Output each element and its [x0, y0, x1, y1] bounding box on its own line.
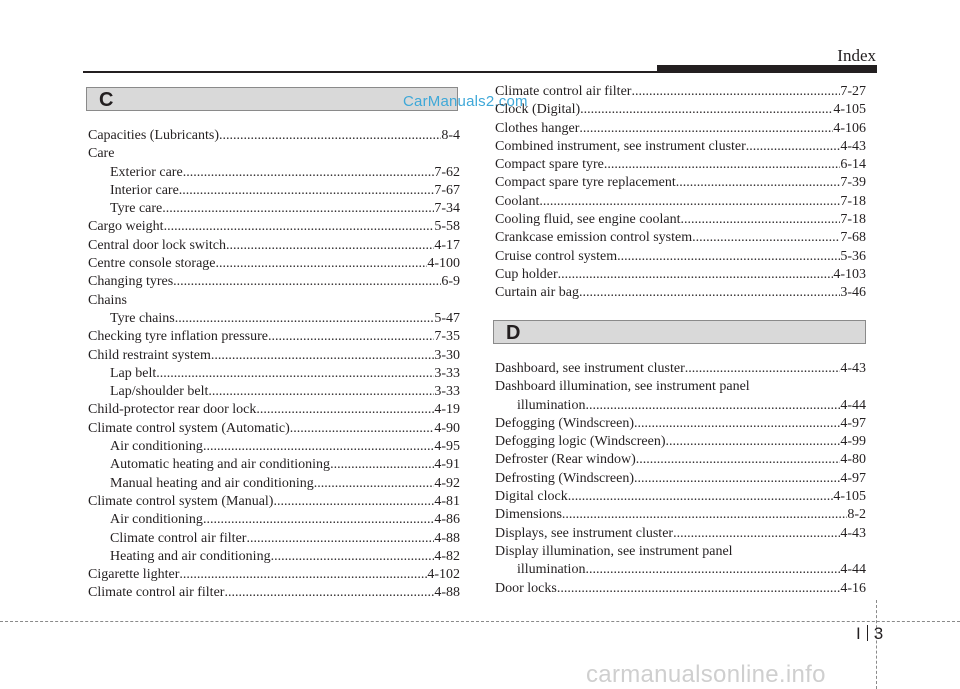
index-entry-label: Interior care — [110, 182, 179, 198]
index-entry-label: Automatic heating and air conditioning — [110, 457, 331, 473]
index-entry-page: 4-43 — [840, 361, 866, 376]
index-entry — [495, 211, 866, 229]
index-entry-label: Crankcase emission control system — [495, 230, 693, 246]
index-entry-label: Heating and air conditioning — [110, 548, 271, 564]
index-entry-label: Dashboard illumination, see instrument panel — [495, 379, 750, 395]
index-entry — [88, 475, 460, 493]
dot-leader — [179, 566, 427, 584]
index-entry-page: 7-68 — [840, 230, 866, 246]
index-entry-label: Displays, see instrument cluster — [495, 525, 674, 541]
index-entry-label: Climate control air filter — [110, 530, 247, 546]
index-entry-label: Dimensions — [495, 507, 562, 523]
dot-leader — [256, 401, 434, 419]
index-entry-page: 4-90 — [434, 420, 460, 436]
index-entry-label: Centre console storage — [88, 256, 216, 272]
index-entry — [88, 438, 460, 456]
index-entry — [495, 415, 866, 433]
index-entry-label: Climate control air filter — [88, 585, 225, 601]
index-entry — [495, 580, 866, 598]
index-entry — [88, 182, 460, 200]
index-entry-label: Compact spare tyre replacement — [495, 175, 676, 191]
index-entry — [495, 138, 866, 156]
dot-leader — [631, 83, 840, 101]
index-entry-page: 7-27 — [840, 84, 866, 99]
index-entry — [495, 193, 866, 211]
index-entry-page: 4-16 — [840, 580, 866, 596]
index-entry — [495, 266, 866, 284]
index-entry — [495, 561, 866, 579]
dot-leader — [314, 475, 435, 493]
index-entry — [88, 310, 460, 328]
index-entry — [495, 360, 866, 378]
index-entry-label: Defroster (Rear window) — [495, 452, 636, 468]
dot-leader — [156, 365, 434, 383]
index-entry — [88, 383, 460, 401]
index-entry-page: 3-30 — [434, 347, 460, 363]
index-entry-label: Clothes hanger — [495, 120, 580, 136]
index-entry — [88, 292, 460, 310]
index-entry-page: 4-102 — [427, 567, 460, 583]
index-entry-page: 4-105 — [833, 102, 866, 118]
dot-leader — [179, 182, 435, 200]
index-entry-page: 3-46 — [840, 285, 866, 301]
dot-leader — [211, 347, 434, 365]
dot-leader — [203, 511, 434, 529]
index-entry-label: Cooling fluid, see engine coolant — [495, 212, 681, 228]
index-entry — [88, 401, 460, 419]
index-entry — [88, 584, 460, 602]
index-entry-page: 5-36 — [840, 248, 866, 264]
index-entry-label: Exterior care — [110, 164, 183, 180]
index-entry-label: Curtain air bag — [495, 285, 579, 301]
index-entry-label: Child restraint system — [88, 347, 211, 363]
index-entry — [88, 420, 460, 438]
dot-leader — [692, 229, 840, 247]
index-entry — [495, 378, 866, 396]
index-entry-label: Climate control system (Automatic) — [88, 420, 290, 436]
index-entry-label: Climate control system (Manual) — [88, 493, 274, 509]
dot-leader — [634, 470, 840, 488]
index-entry-label: Lap/shoulder belt — [110, 384, 209, 400]
index-entry-page: 4-86 — [434, 512, 460, 528]
dot-leader — [585, 561, 840, 579]
index-entry — [495, 543, 866, 561]
index-entry — [88, 328, 460, 346]
index-entry — [495, 248, 866, 266]
index-entry-page: 3-33 — [434, 365, 460, 381]
dot-leader — [330, 456, 434, 474]
index-entry-page: 8-2 — [847, 507, 866, 523]
dot-leader — [273, 493, 434, 511]
index-entry — [495, 451, 866, 469]
index-entry-page: 7-34 — [434, 201, 460, 217]
index-entry-page: 5-47 — [434, 310, 460, 326]
dot-leader — [617, 248, 840, 266]
dot-leader — [585, 397, 840, 415]
dot-leader — [268, 328, 434, 346]
index-entry — [495, 83, 866, 101]
index-entry-page: 4-97 — [840, 470, 866, 486]
index-entry — [88, 530, 460, 548]
index-entry — [88, 365, 460, 383]
index-entry-page: 4-97 — [840, 415, 866, 431]
dot-leader — [203, 438, 434, 456]
index-entry-page: 7-18 — [840, 193, 866, 209]
index-entry — [495, 488, 866, 506]
dot-leader — [680, 211, 840, 229]
index-entry-label: Changing tyres — [88, 274, 174, 290]
dot-leader — [219, 127, 441, 145]
index-entry — [88, 273, 460, 291]
index-entry — [495, 174, 866, 192]
dot-leader — [685, 360, 841, 378]
section-letter-d: D — [506, 322, 521, 344]
index-entry-label: Chains — [88, 292, 127, 308]
dot-leader — [636, 451, 841, 469]
index-entry-label: Combined instrument, see instrument cluster — [495, 138, 746, 154]
dot-leader — [579, 284, 840, 302]
footer-rule — [0, 621, 960, 622]
index-entry-page: 4-105 — [833, 489, 866, 505]
index-entry-page: 4-103 — [833, 266, 866, 282]
index-entry-page: 4-19 — [434, 402, 460, 418]
index-entry-page: 3-33 — [434, 384, 460, 400]
bottom-watermark: carmanualsonline.info — [586, 661, 826, 688]
index-entry-page: 4-17 — [434, 237, 460, 253]
index-entry-page: 4-95 — [434, 439, 460, 455]
index-entry — [88, 145, 460, 163]
index-entry-label: Air conditioning — [110, 439, 203, 455]
index-entry-page: 7-62 — [434, 164, 460, 180]
index-entry — [495, 506, 866, 524]
index-entry — [88, 218, 460, 236]
index-entry-label: Lap belt — [110, 365, 157, 381]
page-digit: 3 — [873, 624, 884, 643]
index-entry — [495, 525, 866, 543]
index-entry-label: Manual heating and air conditioning — [110, 475, 314, 491]
index-entry-page: 4-100 — [427, 256, 460, 272]
index-entry-page: 4-91 — [434, 457, 460, 473]
index-entry-page: 7-39 — [840, 175, 866, 191]
index-entry-label: illumination — [517, 562, 586, 578]
dot-leader — [208, 383, 434, 401]
index-entry-page: 4-80 — [840, 452, 866, 468]
dot-leader — [604, 156, 840, 174]
index-entry-label: Compact spare tyre — [495, 157, 604, 173]
index-entry — [495, 156, 866, 174]
index-entry-label: Tyre chains — [110, 310, 175, 326]
index-entry — [88, 237, 460, 255]
footer-vertical-rule — [876, 600, 877, 689]
dot-leader — [568, 488, 834, 506]
index-entry-page: 4-44 — [840, 562, 866, 578]
index-entry-page: 6-9 — [441, 274, 460, 290]
index-entry-label: Air conditioning — [110, 512, 203, 528]
index-entry — [88, 566, 460, 584]
index-entry-label: Defogging (Windscreen) — [495, 415, 634, 431]
dot-leader — [164, 218, 435, 236]
dot-leader — [557, 580, 841, 598]
index-entry — [495, 284, 866, 302]
index-entry — [88, 548, 460, 566]
watermark-link[interactable]: CarManuals2.com — [403, 93, 528, 110]
index-entry-page: 4-99 — [840, 434, 866, 450]
index-entry-label: Defrosting (Windscreen) — [495, 470, 634, 486]
index-column-left — [88, 127, 460, 603]
index-entry-page: 7-35 — [434, 329, 460, 345]
index-entry-page: 4-88 — [434, 530, 460, 546]
index-column-right-d — [495, 360, 866, 598]
index-entry — [495, 101, 866, 119]
index-entry-label: Climate control air filter — [495, 84, 632, 99]
index-entry — [88, 511, 460, 529]
chapter-letter: I — [856, 624, 861, 643]
index-entry-page: 7-18 — [840, 212, 866, 228]
dot-leader — [562, 506, 847, 524]
index-entry — [495, 120, 866, 138]
dot-leader — [224, 584, 434, 602]
dot-leader — [216, 255, 428, 273]
index-entry — [495, 397, 866, 415]
index-entry — [88, 200, 460, 218]
index-entry-label: Checking tyre inflation pressure — [88, 329, 269, 345]
section-letter-c: C — [99, 89, 114, 111]
dot-leader — [183, 164, 435, 182]
dot-leader — [162, 200, 434, 218]
dot-leader — [271, 548, 435, 566]
index-entry-label: Capacities (Lubricants) — [88, 128, 220, 143]
dot-leader — [558, 266, 834, 284]
index-entry — [88, 456, 460, 474]
dot-leader — [666, 433, 841, 451]
index-entry-page: 4-88 — [434, 585, 460, 601]
dot-leader — [246, 530, 434, 548]
index-entry-page: 4-43 — [840, 138, 866, 154]
index-entry-label: Care — [88, 146, 115, 162]
index-entry-label: Dashboard, see instrument cluster — [495, 361, 685, 376]
index-entry — [88, 493, 460, 511]
index-entry-page: 7-67 — [434, 182, 460, 198]
index-entry-page: 4-43 — [840, 525, 866, 541]
index-entry — [495, 470, 866, 488]
index-entry-page: 6-14 — [840, 157, 866, 173]
dot-leader — [173, 273, 441, 291]
dot-leader — [580, 101, 833, 119]
dot-leader — [175, 310, 435, 328]
index-entry-label: Coolant — [495, 193, 540, 209]
dot-leader — [746, 138, 841, 156]
index-entry-label: illumination — [517, 397, 586, 413]
index-entry-page: 8-4 — [441, 128, 460, 143]
index-entry — [88, 255, 460, 273]
index-entry-page: 4-82 — [434, 548, 460, 564]
index-entry-label: Cigarette lighter — [88, 567, 180, 583]
index-entry-label: Cup holder — [495, 266, 558, 282]
index-entry-label: Cruise control system — [495, 248, 618, 264]
index-entry — [88, 347, 460, 365]
dot-leader — [226, 237, 434, 255]
index-entry — [495, 433, 866, 451]
section-header-d — [493, 320, 866, 344]
page-header-title: Index — [837, 46, 876, 65]
dot-leader — [539, 193, 840, 211]
dot-leader — [290, 420, 435, 438]
index-entry-page: 4-81 — [434, 493, 460, 509]
index-entry-page: 4-106 — [833, 120, 866, 136]
index-entry — [88, 127, 460, 145]
index-entry-label: Clock (Digital) — [495, 102, 581, 118]
index-entry-label: Child-protector rear door lock — [88, 402, 257, 418]
index-column-right-c — [495, 83, 866, 303]
index-entry-page: 4-44 — [840, 397, 866, 413]
dot-leader — [673, 525, 840, 543]
index-entry-label: Central door lock switch — [88, 237, 227, 253]
index-entry-page: 4-92 — [434, 475, 460, 491]
dot-leader — [634, 415, 840, 433]
index-entry-label: Display illumination, see instrument panel — [495, 543, 733, 559]
index-entry-label: Cargo weight — [88, 219, 164, 235]
page-number — [856, 624, 883, 644]
index-entry-label: Door locks — [495, 580, 557, 596]
page-number-separator — [867, 625, 868, 641]
index-entry-label: Digital clock — [495, 489, 568, 505]
header-accent-bar — [657, 65, 877, 73]
index-entry — [495, 229, 866, 247]
index-entry-label: Defogging logic (Windscreen) — [495, 434, 666, 450]
dot-leader — [579, 120, 833, 138]
index-entry — [88, 164, 460, 182]
dot-leader — [676, 174, 841, 192]
index-entry-page: 5-58 — [434, 219, 460, 235]
index-entry-label: Tyre care — [110, 201, 163, 217]
